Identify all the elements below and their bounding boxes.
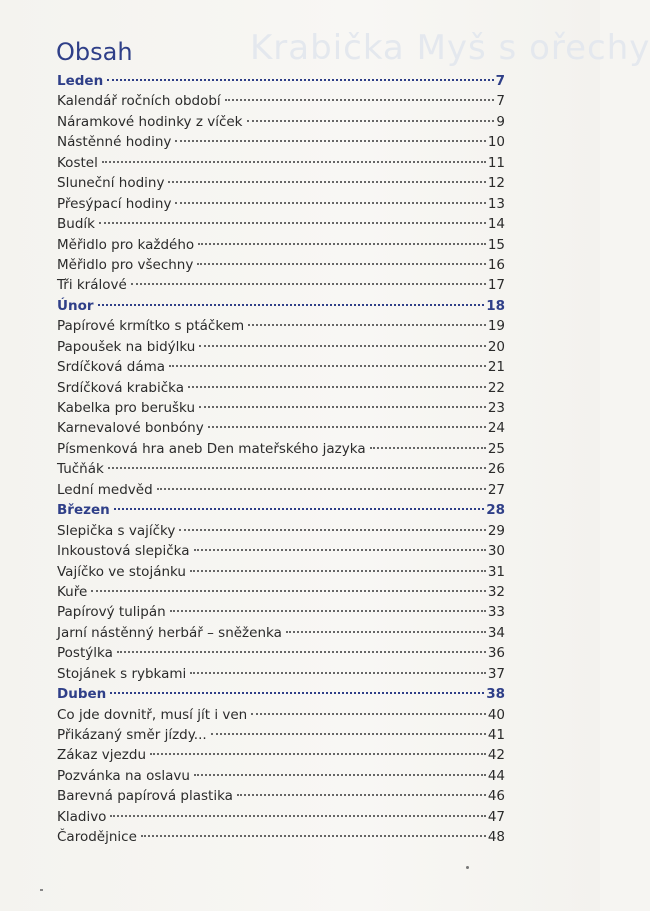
toc-entry[interactable]: [57, 378, 505, 398]
toc-entry[interactable]: [57, 562, 505, 582]
toc-page-number: 33: [487, 604, 505, 621]
toc-page-number: 21: [487, 359, 505, 376]
toc-entry-title: Přesýpací hodiny: [57, 195, 172, 212]
dot-leader: [108, 467, 486, 469]
toc-page-number: 7: [496, 93, 505, 110]
dot-leader: [251, 713, 486, 715]
dot-leader: [194, 774, 486, 776]
toc-entry-title: Papoušek na bidýlku: [57, 338, 196, 355]
dot-leader: [150, 753, 486, 755]
toc-entry-title: Kladivo: [57, 808, 107, 825]
dot-leader: [247, 120, 495, 122]
paper-speck: [40, 889, 43, 891]
toc-page-number: 37: [487, 665, 505, 682]
paper-speck: [466, 866, 469, 869]
dot-leader: [91, 590, 486, 592]
dot-leader: [188, 386, 486, 388]
toc-entry[interactable]: [57, 132, 505, 152]
toc-entry-title: Kalendář ročních období: [57, 93, 221, 110]
toc-entry-title: Leden: [57, 73, 104, 89]
toc-entry-title: Kuře: [57, 583, 88, 600]
toc-page-number: 23: [487, 400, 505, 416]
toc-entry-title: Co jde dovnitř, musí jít i ven: [57, 706, 248, 723]
toc-page-number: 31: [487, 563, 505, 580]
toc-entry[interactable]: [57, 235, 505, 255]
toc-entry-title: Stojánek s rybkami: [57, 665, 187, 682]
toc-entry-title: Zákaz vjezdu: [57, 747, 147, 764]
dot-leader: [211, 733, 486, 735]
dot-leader: [286, 631, 486, 633]
toc-page-number: 11: [487, 154, 505, 171]
dot-leader: [175, 202, 485, 204]
toc-entry-title: Měřidlo pro každého: [57, 236, 195, 253]
table-of-contents: [57, 71, 505, 848]
toc-page-number: 18: [486, 297, 505, 314]
toc-page-number: 30: [487, 543, 505, 560]
toc-page-number: 7: [495, 73, 505, 89]
dot-leader: [157, 488, 486, 490]
dot-leader: [237, 794, 486, 796]
toc-entry-title: Únor: [57, 297, 94, 314]
toc-entry-title: Papírový tulipán: [57, 604, 166, 621]
toc-page-number: 14: [487, 216, 505, 233]
toc-entry-title: Vajíčko ve stojánku: [57, 563, 186, 580]
toc-entry[interactable]: [57, 275, 505, 295]
dot-leader: [107, 79, 493, 81]
toc-entry-title: Inkoustová slepička: [57, 543, 190, 560]
toc-entry-title: Nástěnné hodiny: [57, 134, 172, 151]
toc-page-number: 12: [487, 175, 505, 192]
toc-entry[interactable]: [57, 643, 505, 663]
dot-leader: [102, 161, 486, 163]
toc-entry[interactable]: [57, 521, 505, 541]
toc-entry-title: Březen: [57, 502, 110, 519]
dot-leader: [175, 140, 485, 142]
toc-entry[interactable]: [57, 766, 505, 786]
dot-leader: [114, 508, 484, 510]
toc-page-number: 29: [487, 522, 505, 539]
dot-leader: [99, 222, 486, 224]
toc-page-number: 24: [487, 420, 505, 437]
toc-page-number: 17: [487, 277, 505, 294]
toc-page-number: 32: [487, 583, 505, 600]
toc-entry-title: Kabelka pro berušku: [57, 400, 196, 416]
dot-leader: [199, 345, 485, 347]
dot-leader: [168, 181, 485, 183]
dot-leader: [179, 529, 485, 531]
toc-entry-title: Přikázaný směr jízdy...: [57, 727, 207, 743]
toc-entry[interactable]: [57, 255, 505, 275]
toc-entry[interactable]: [57, 153, 505, 173]
toc-entry[interactable]: [57, 827, 505, 847]
toc-entry[interactable]: [57, 112, 505, 132]
toc-page-number: 13: [487, 195, 505, 212]
toc-entry[interactable]: [57, 541, 505, 561]
toc-entry-title: Barevná papírová plastika: [57, 788, 233, 805]
toc-entry[interactable]: [57, 91, 505, 111]
toc-entry[interactable]: [57, 316, 505, 336]
toc-entry-title: Lední medvěd: [57, 481, 153, 498]
dot-leader: [110, 815, 485, 817]
toc-entry[interactable]: [57, 480, 505, 500]
toc-entry[interactable]: [57, 337, 505, 357]
toc-page-number: 20: [487, 338, 505, 355]
toc-entry-title: Postýlka: [57, 645, 113, 662]
dot-leader: [110, 692, 484, 694]
toc-entry[interactable]: [57, 602, 505, 622]
toc-page-number: 15: [487, 236, 505, 253]
toc-page-number: 34: [487, 624, 505, 641]
toc-entry[interactable]: [57, 582, 505, 602]
toc-page-number: 10: [487, 134, 505, 151]
bleed-through-text: Krabička Myš s ořechy: [250, 28, 650, 68]
toc-entry-title: Slepička s vajíčky: [57, 522, 176, 539]
page-title: Obsah: [56, 38, 133, 67]
toc-page-number: 48: [487, 829, 505, 846]
toc-entry[interactable]: [57, 623, 505, 643]
toc-entry[interactable]: [57, 418, 505, 438]
toc-month-heading[interactable]: [57, 684, 505, 704]
toc-page-number: 25: [487, 440, 505, 457]
dot-leader: [190, 672, 486, 674]
dot-leader: [370, 447, 486, 449]
toc-page-number: 22: [487, 379, 505, 396]
toc-entry-title: Srdíčková dáma: [57, 359, 166, 376]
toc-page-number: 19: [487, 318, 505, 335]
dot-leader: [208, 426, 486, 428]
toc-entry-title: Tučňák: [57, 461, 104, 478]
dot-leader: [141, 835, 486, 837]
dot-leader: [117, 651, 486, 653]
toc-page-number: 38: [486, 686, 505, 703]
dot-leader: [170, 610, 486, 612]
toc-entry[interactable]: [57, 194, 505, 214]
toc-page-number: 46: [487, 788, 505, 805]
toc-entry-title: Pozvánka na oslavu: [57, 767, 190, 784]
toc-month-heading[interactable]: [57, 296, 505, 316]
dot-leader: [248, 324, 486, 326]
toc-entry-title: Srdíčková krabička: [57, 379, 185, 396]
toc-entry-title: Sluneční hodiny: [57, 175, 165, 192]
toc-page-number: 42: [487, 747, 505, 764]
dot-leader: [194, 549, 486, 551]
toc-entry[interactable]: [57, 664, 505, 684]
toc-entry[interactable]: [57, 214, 505, 234]
toc-entry[interactable]: [57, 398, 505, 418]
toc-entry[interactable]: [57, 807, 505, 827]
toc-entry-title: Náramkové hodinky z víček: [57, 113, 243, 130]
dot-leader: [131, 283, 486, 285]
toc-page-number: 16: [487, 256, 505, 273]
toc-entry-title: Karnevalové bonbóny: [57, 420, 204, 437]
dot-leader: [199, 406, 486, 408]
toc-month-heading[interactable]: [57, 71, 505, 91]
toc-entry-title: Jarní nástěnný herbář – sněženka: [57, 624, 282, 641]
toc-entry[interactable]: [57, 173, 505, 193]
dot-leader: [197, 263, 485, 265]
toc-entry-title: Papírové krmítko s ptáčkem: [57, 318, 245, 335]
toc-entry[interactable]: [57, 745, 505, 765]
toc-entry-title: Kostel: [57, 154, 98, 171]
toc-page-number: 26: [487, 461, 505, 478]
dot-leader: [198, 243, 486, 245]
toc-page-number: 44: [487, 767, 505, 784]
toc-entry-title: Tři králové: [57, 277, 127, 294]
toc-entry[interactable]: [57, 705, 505, 725]
toc-entry[interactable]: [57, 357, 505, 377]
dot-leader: [225, 99, 495, 101]
toc-page-number: 36: [487, 645, 505, 662]
toc-entry-title: Duben: [57, 686, 107, 703]
toc-page-number: 28: [486, 502, 505, 519]
toc-entry-title: Budík: [57, 216, 95, 233]
toc-entry-title: Měřidlo pro všechny: [57, 256, 194, 273]
toc-page-number: 27: [487, 481, 505, 498]
toc-entry[interactable]: [57, 439, 505, 459]
toc-page-number: 41: [487, 727, 505, 743]
toc-entry[interactable]: [57, 725, 505, 745]
toc-entry[interactable]: [57, 786, 505, 806]
toc-page-number: 40: [487, 706, 505, 723]
toc-entry-title: Písmenková hra aneb Den mateřského jazyka: [57, 440, 366, 457]
toc-page-number: 47: [487, 808, 505, 825]
toc-month-heading[interactable]: [57, 500, 505, 520]
toc-entry-title: Čarodějnice: [57, 829, 137, 846]
toc-page-number: 9: [496, 113, 505, 130]
dot-leader: [98, 304, 485, 306]
dot-leader: [190, 570, 486, 572]
toc-entry[interactable]: [57, 459, 505, 479]
dot-leader: [169, 365, 486, 367]
